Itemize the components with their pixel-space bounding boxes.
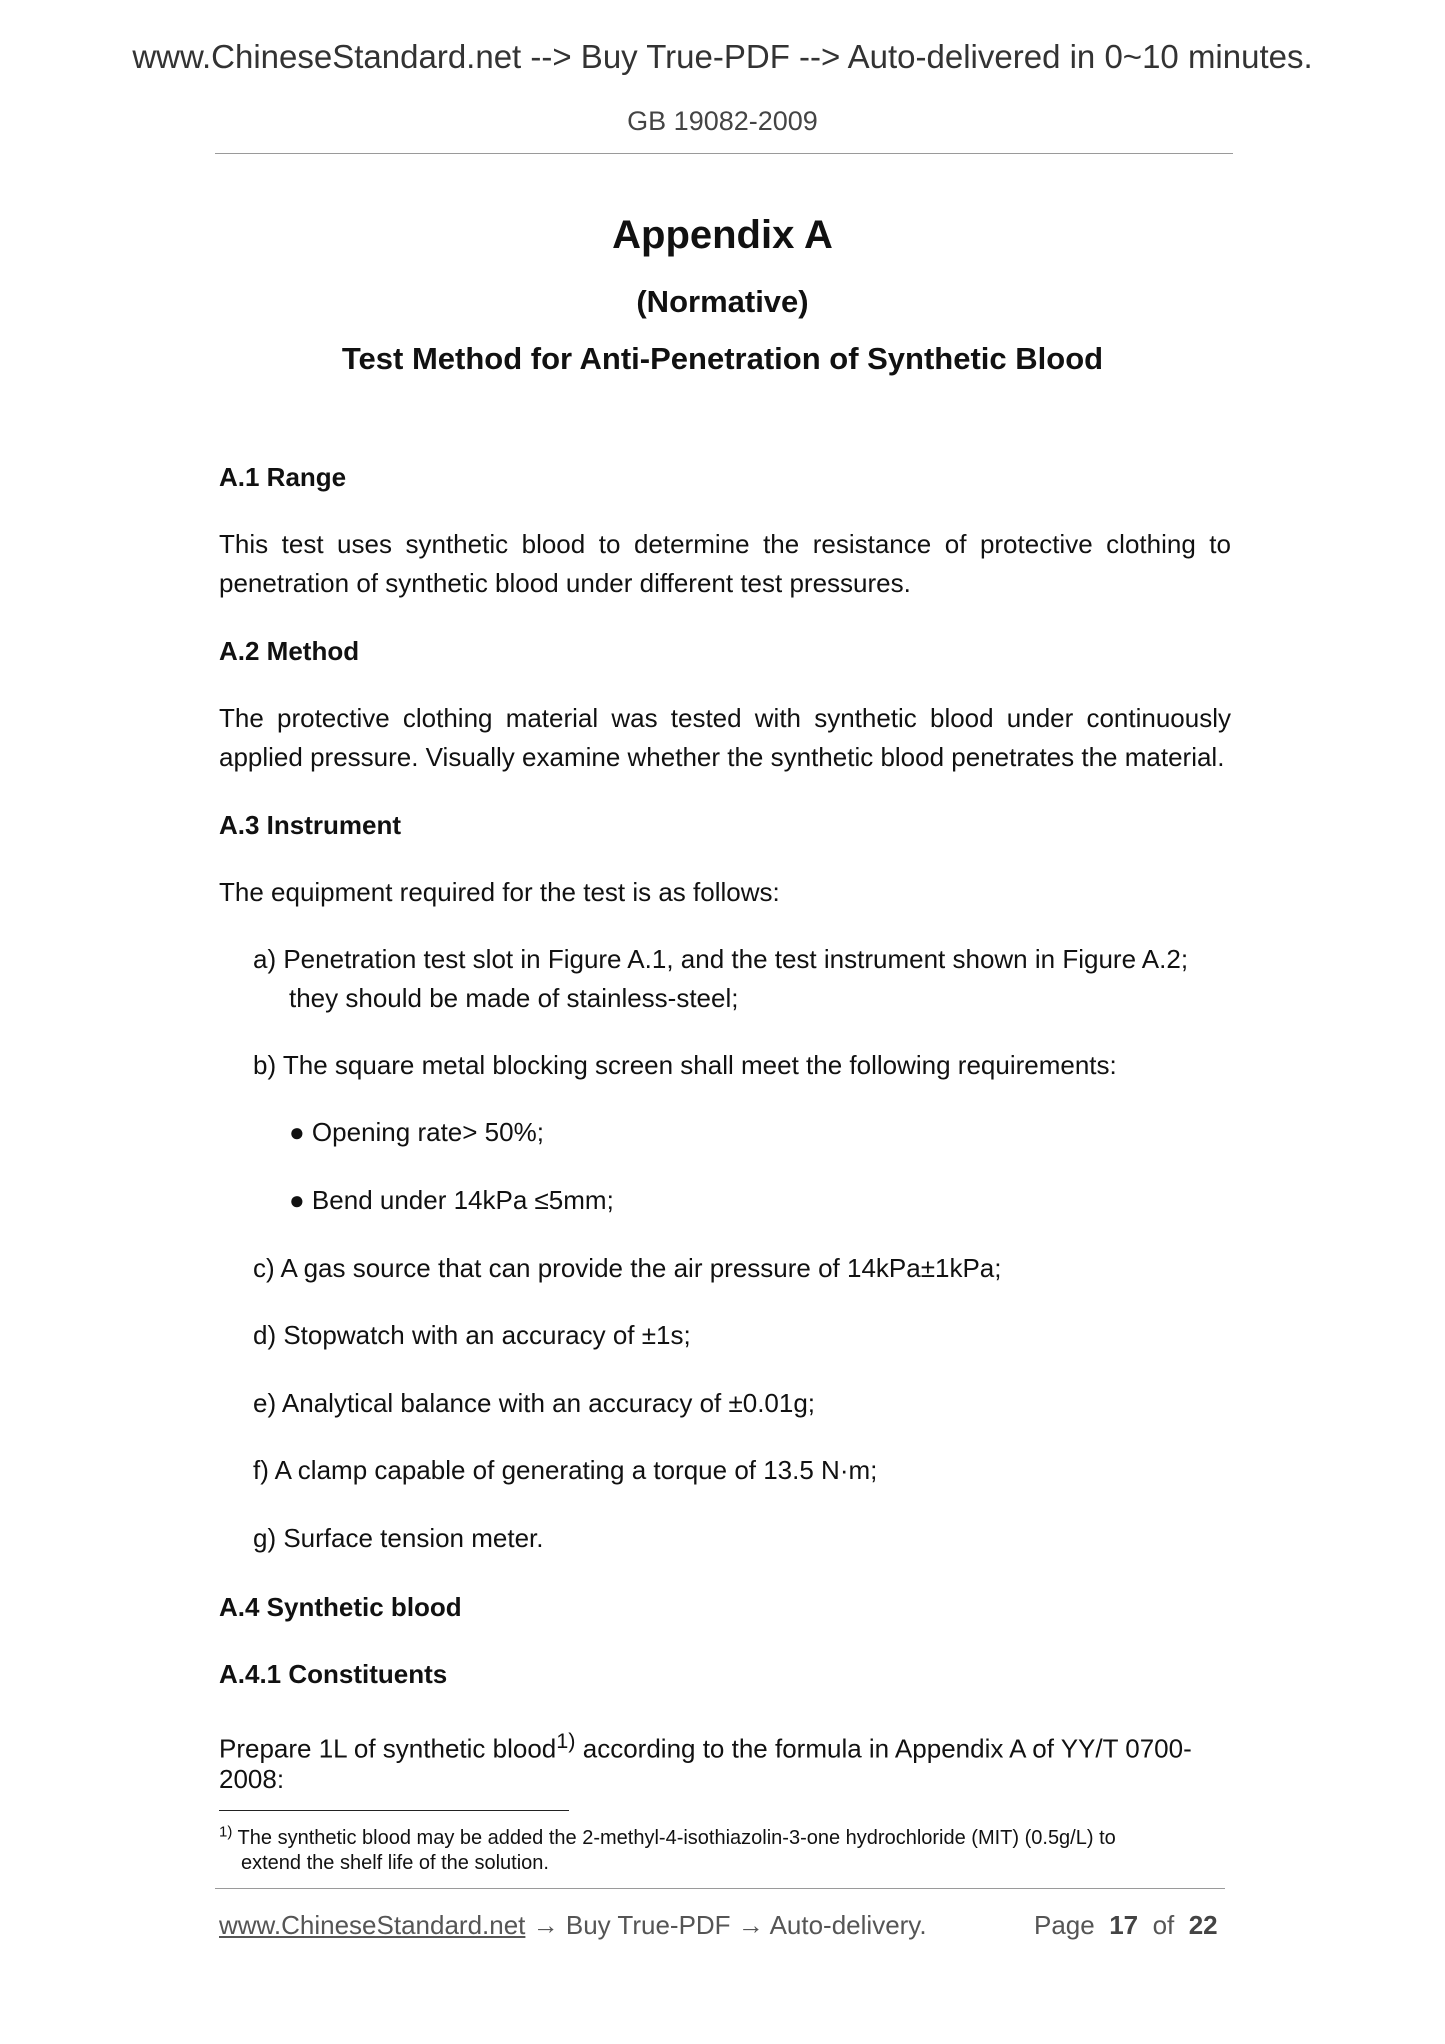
section-a41-text-line2: 2008: <box>219 1764 285 1794</box>
footer-text: → Buy True-PDF → Auto-delivery. <box>525 1910 927 1940</box>
a41-text-start: Prepare 1L of synthetic blood <box>219 1733 557 1764</box>
footnote-line-2: extend the shelf life of the solution. <box>241 1852 549 1874</box>
page-current: 17 <box>1109 1910 1139 1940</box>
header-banner: www.ChineseStandard.net --> Buy True-PDF --> Auto-delivered in 0~10 minutes. <box>132 38 1313 75</box>
list-item-a-continued: they should be made of stainless-steel; <box>289 983 739 1013</box>
bullet-item-2: ● Bend under 14kPa ≤5mm; <box>289 1185 614 1215</box>
list-item-b: b) The square metal blocking screen shall meet the following requirements: <box>253 1050 1117 1080</box>
page-indicator <box>1034 1910 1218 1941</box>
appendix-type: (Normative) <box>636 284 809 319</box>
a41-text-end: according to the formula in Appendix A of YY/T 0700- <box>575 1733 1192 1764</box>
section-a3-intro: The equipment required for the test is as follows: <box>219 877 780 907</box>
list-item-a: a) Penetration test slot in Figure A.1, and the test instrument shown in Figure A.2; <box>253 944 1189 974</box>
section-a1-text: This test uses synthetic blood to determine the resistance of protective clothing to penetration of synthetic blood under different test pressures. <box>219 529 1231 598</box>
footer-left <box>219 1910 927 1941</box>
page-total: 22 <box>1188 1910 1218 1940</box>
bullet-item-1: ● Opening rate> 50%; <box>289 1117 544 1147</box>
footnote-text-1: The synthetic blood may be added the 2-methyl-4-isothiazolin-3-one hydrochloride (MIT) (0.5g/L) to <box>237 1827 1116 1849</box>
appendix-title: Appendix A <box>612 213 833 257</box>
header-divider <box>215 153 1233 154</box>
section-a2-heading: A.2 Method <box>219 636 360 666</box>
section-a3-heading: A.3 Instrument <box>219 810 402 840</box>
list-item-e: e) Analytical balance with an accuracy of ±0.01g; <box>253 1388 816 1418</box>
footnote-reference: 1) <box>556 1728 576 1753</box>
section-a1-heading: A.1 Range <box>219 462 347 492</box>
list-item-c: c) A gas source that can provide the air pressure of 14kPa±1kPa; <box>253 1253 1002 1283</box>
section-a4-heading: A.4 Synthetic blood <box>219 1592 462 1622</box>
list-item-d: d) Stopwatch with an accuracy of ±1s; <box>253 1320 691 1350</box>
footnote <box>219 1823 1231 1876</box>
standard-code: GB 19082-2009 <box>627 106 818 136</box>
of-word: of <box>1152 1910 1175 1940</box>
section-a41-text <box>219 1721 1231 1769</box>
footnote-divider <box>219 1810 569 1811</box>
footer-link[interactable]: www.ChineseStandard.net <box>219 1910 526 1940</box>
section-a41-heading: A.4.1 Constituents <box>219 1659 448 1689</box>
footer-divider <box>215 1888 1225 1889</box>
page-word: Page <box>1034 1910 1095 1940</box>
footnote-marker: 1) <box>219 1823 233 1841</box>
section-a2-text: The protective clothing material was tested with synthetic blood under continuously applied pressure. Visually examine whether the synthetic blood penetrates the material. <box>219 703 1231 772</box>
list-item-g: g) Surface tension meter. <box>253 1523 544 1553</box>
list-item-f: f) A clamp capable of generating a torque of 13.5 N·m; <box>253 1455 878 1485</box>
appendix-name: Test Method for Anti-Penetration of Synthetic Blood <box>341 341 1104 376</box>
footnote-line-1 <box>219 1823 1231 1851</box>
